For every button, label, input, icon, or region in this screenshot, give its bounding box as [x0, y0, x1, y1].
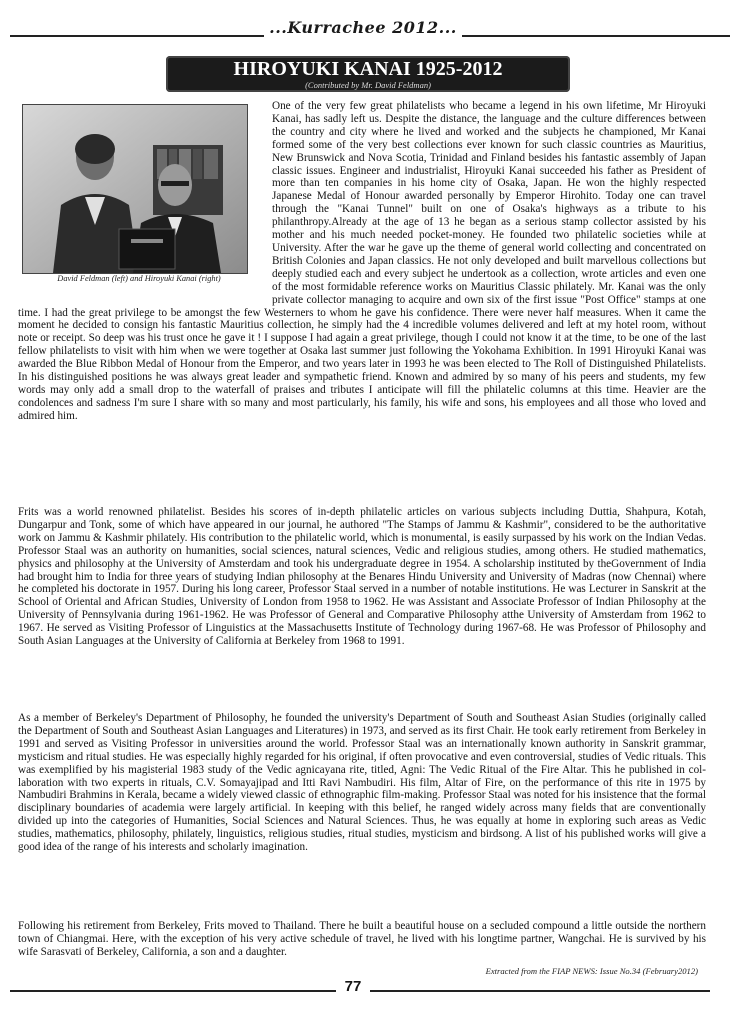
header-title: ...Kurrachee 2012... [269, 18, 457, 37]
article-title-banner [166, 56, 570, 92]
article-paragraph: Following his retirement from Berkeley, Frits moved to Thailand. There he built a beautiful house on a secluded compound a little outside the northern town of Chiangmai. Here, with the exception of his very active schedule of travel, he lived with his longtime partner, Wangchai. He is survived by his wife Sarasvati of Berkeley, California, a son and a daughter. [18, 920, 706, 958]
footer-rule-left [10, 990, 336, 992]
header-rule-right [462, 35, 730, 37]
photo-caption: David Feldman (left) and Hiroyuki Kanai (right) [57, 274, 221, 283]
article-paragraph-3-block [18, 712, 706, 854]
article-paragraph: Frits was a world renowned philatelist. Besides his scores of in-depth philatelic articles on various subjects including Duttia, Shahpura, Kotah, Dungarpur and Tonk, some of which have appeared in our journal, he authored "The Stamps of Jammu & Kashmir", considered to be the authoritative work on Jammu & Kashmir philately. His contribution to the philatelic world, which is monumental, is easily surpassed by his work on the Indian Vedas. Professor Staal was an authority on humanities, social sciences, natural sciences, Vedic and religious studies, among others. He studied mathematics, physics and philosophy at the University of Amsterdam and took his undergraduate degree in 1954. A scholarship instituted by theGovernment of India had brought him to India for three years of studying Indian philosophy at the Benares Hindu University and University of Madras (now Chennai) where he completed his doctorate in 1957. During his long career, Professor Staal served in a number of notable institutions. He was Lecturer in Sanskrit at the School of Oriental and African Studies, University of London from 1958 to 1962. He was Assistant and Associate Professor of Indian Philosophy at the University of Pennsylvania during 1961-1962. He was Professor of General and Comparative Philosophy atthe University of Amsterdam from 1962 to 1967. He served as Visiting Professor of Linguistics at the Massachusetts Institute of Technology during 1967-68. He was Professor of Philosophy and South Asian Languages at the University of California at Berkeley from 1968 to 1991. [18, 506, 706, 648]
article-paragraph-4-block [18, 920, 706, 959]
article-title: HIROYUKI KANAI 1925-2012 [233, 58, 503, 80]
page-number: 77 [344, 978, 362, 995]
article-paragraph: One of the very few great philatelists who became a legend in his own lifetime, Mr Hiroyuki Kanai, has sadly left us. Despite the distance, the language and the culture differences between the country and city where he lived and worked and the subjects he championed, Mr Kanai formed some of the very best collections ever known for such classic countries as Mauritius, New Brunswick and Nova Scotia, Trinidad and Finland besides his fantastic assembly of Japan classic issues. Engineer and industrialist, Hiroyuki Kanai succeeded his father as President of more than ten companies in his home city of Osaka, Japan. He won the highly respected Japanese Medal of Honour awarded personally by Emperor Hirohito. Today one can travel through the "Kanai Tunnel" built on one of Osaka's highways as a tribute to his philanthropy.Already at the age of 13 he began as a serious stamp collector assisted by his mother and his much needed pocket-money. He founded two philatelic societies while at University. After the war he gave up the theme of general world collecting and concentrated on British Colonies and Japan classics. He not only developed and built marvellous collections but deeply studied each and every subject he undertook as a collection, wrote articles and even one of the most formidable reference works on Mauritius Classic philately. Mr. Kanai was the only private collector managing to acquire and own six of the first issue "Post Office" stamps at one time. I had the great privilege to be amongst the few Westerners to whom he gave his confidence. There were never half measures. When it came the moment he decided to consign his fantastic Mauritius collection, he simply had the 4 incredible volumes delivered and left at my hotel room, without note or receipt. So deep was his trust once he gave it ! I suppose I had again a great privilege, though I could not know it at the time, to be one of the last fellow philatelists to visit with him when we were together at Osaka last summer just following the Yokohama Exhibition. In 1991 Hiroyuki Kanai was awarded the Blue Ribbon Medal of Honour from the Emperor, and two years later in 1993 he was been elected to The Roll of Distinguished Philatelists. In his distinguished positions he was always great leader and sympathetic friend. Known and admired by so many of his peers and students, my few words may only add a small drop to the waterfall of praises and tributes I anticipate will fill the philatelic columns at this time. Heavier are the condolences and sadness I'm sure I share with so many and most particularly, his family, his wife and sons, his employees and all those who loved and admired him. [18, 100, 706, 422]
running-header [0, 12, 738, 46]
source-note: Extracted from the FIAP NEWS: Issue No.34 (February2012) [485, 966, 698, 976]
footer-rule-right [370, 990, 710, 992]
photo-wrap-spacer [18, 100, 272, 300]
article-paragraph: As a member of Berkeley's Department of Philosophy, he founded the university's Department of South and Southeast Asian Studies (originally called the Department of South and Southeast Asian Languages and Literatures) in 1973, and served as its first Chair. He took early retirement from Berkeley in 1991 and served as Visiting Professor in universities around the world. Professor Staal was an internationally known authority in Sanskrit grammar, mysticism and ritual studies. He was especially highly regarded for his original, if often provocative and even controversial, studies of Vedic rituals. This was exemplified by his magisterial 1983 study of the Vedic agnicayana rite, titled, Agni: The Vedic Ritual of the Fire Altar. This he published in col-laboration with two experts in rituals, C.V. Somayajipad and Itti Ravi Nambudiri. His film, Altar of Fire, on the performance of this rite in 1975 by Nambudiri Brahmins in Kerala, became a widely viewed classic of ethnographic film-making. Professor Staal was noted for his insistence that the formal disciplinary boundaries of academia were largely artificial. In keeping with this belief, he ranged widely across many fields that are conventionally divided up into the categories of Humanities, Social Sciences and Natural Sciences. Thus, he was equally at home in exploring such areas as Vedic studies, mathematics, philosophy, philately, linguistics, religious studies, ritual studies, mysticism and birdsong. A list of his published works will give a good idea of the range of his interests and scholarly imagination. [18, 712, 706, 854]
article-credit: (Contributed by Mr. David Feldman) [305, 80, 431, 90]
header-rule-left [10, 35, 264, 37]
article-paragraph-1-block [18, 100, 706, 423]
page-footer [0, 978, 738, 1004]
article-paragraph-2-block [18, 506, 706, 648]
